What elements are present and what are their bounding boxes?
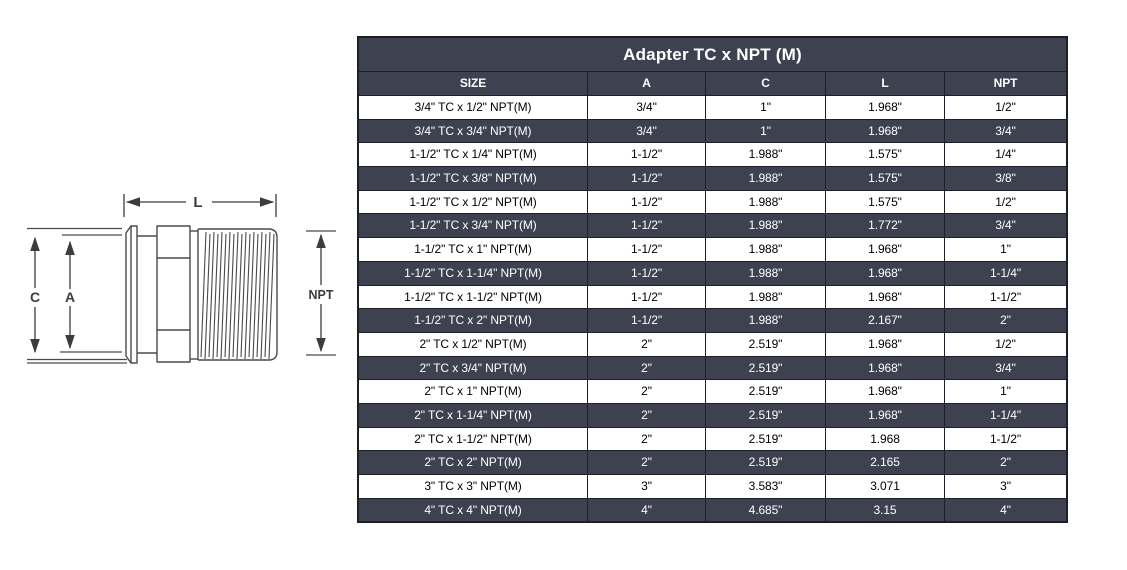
table-cell: 1-1/2" [588, 262, 706, 285]
table-cell: 1-1/2" TC x 2" NPT(M) [359, 309, 588, 332]
table-cell: 1-1/2" TC x 1/4" NPT(M) [359, 143, 588, 166]
table-cell: 1.772" [826, 214, 945, 237]
table-cell: 1.968" [826, 404, 945, 427]
table-row [359, 286, 1066, 310]
table-cell: 2" [1000, 313, 1011, 328]
table-cell: 1.988" [706, 191, 826, 214]
dimension-label-c: C [29, 289, 41, 305]
table-cell: 1" [706, 120, 826, 143]
table-row [359, 451, 1066, 475]
table-cell: 3" [1000, 479, 1011, 493]
table-cell: 2" TC x 1-1/2" NPT(M) [359, 428, 588, 451]
table-cell: 1.988" [706, 286, 826, 309]
table-cell: 3" TC x 3" NPT(M) [359, 475, 588, 498]
table-cell: 2" [588, 357, 706, 380]
table-cell: 2" [588, 333, 706, 356]
table-cell: 1/4" [995, 147, 1016, 162]
table-cell: 2.519" [706, 404, 826, 427]
table-cell: 1-1/2" TC x 3/4" NPT(M) [359, 214, 588, 237]
table-cell: 1-1/2" [588, 214, 706, 237]
table-cell: 2" [588, 380, 706, 403]
column-header-l: L [826, 72, 945, 95]
table-cell: 2" TC x 1" NPT(M) [359, 380, 588, 403]
table-cell: 1/2" [995, 336, 1016, 351]
table-row [359, 475, 1066, 499]
table-cell: 1.988" [706, 167, 826, 190]
table-cell: 1.968" [826, 380, 945, 403]
table-cell: 1.988" [706, 143, 826, 166]
table-cell: 2" TC x 1/2" NPT(M) [359, 333, 588, 356]
table-cell: 1" [706, 96, 826, 119]
table-row [359, 191, 1066, 215]
table-cell: 1-1/2" [588, 309, 706, 332]
table-cell: 1/2" [995, 100, 1016, 114]
table-row [359, 96, 1066, 120]
table-cell: 3/4" [995, 360, 1016, 375]
table-cell: 1.968" [826, 286, 945, 309]
table-cell: 2.519" [706, 357, 826, 380]
table-cell: 2.519" [706, 380, 826, 403]
table-cell: 3.15 [826, 499, 945, 522]
table-row [359, 333, 1066, 357]
table-cell: 1.988" [706, 214, 826, 237]
table-cell: 1.968" [826, 120, 945, 143]
table-cell: 1-1/4" [989, 407, 1021, 422]
table-cell: 1.968" [826, 262, 945, 285]
table-cell: 1-1/2" [588, 286, 706, 309]
table-cell: 1.968" [826, 333, 945, 356]
thread-hatching [201, 232, 274, 359]
table-cell: 2.165 [826, 451, 945, 474]
table-cell: 1.968" [826, 357, 945, 380]
table-cell: 1" [1000, 384, 1011, 399]
spec-table [357, 36, 1068, 523]
column-header-npt: NPT [945, 72, 1066, 95]
table-cell: 3.583" [706, 475, 826, 498]
table-cell: 3/8" [995, 171, 1016, 186]
table-cell: 1.968" [826, 238, 945, 261]
table-cell: 2" [588, 404, 706, 427]
table-cell: 2.519" [706, 333, 826, 356]
table-cell: 1-1/2" TC x 1" NPT(M) [359, 238, 588, 261]
table-cell: 2.519" [706, 428, 826, 451]
table-cell: 1-1/2" TC x 3/8" NPT(M) [359, 167, 588, 190]
table-row [359, 499, 1066, 522]
table-row [359, 167, 1066, 191]
table-cell: 3/4" [995, 123, 1016, 138]
table-row [359, 357, 1066, 381]
table-cell: 2" TC x 1-1/4" NPT(M) [359, 404, 588, 427]
table-cell: 1.988" [706, 309, 826, 332]
table-row [359, 428, 1066, 452]
table-cell: 2" [588, 451, 706, 474]
table-cell: 1.575" [826, 191, 945, 214]
table-cell: 1.575" [826, 167, 945, 190]
table-cell: 1-1/4" [989, 265, 1021, 280]
table-cell: 3/4" TC x 1/2" NPT(M) [359, 96, 588, 119]
table-cell: 1.575" [826, 143, 945, 166]
table-body [359, 96, 1066, 521]
table-row [359, 214, 1066, 238]
table-cell: 1.968" [826, 96, 945, 119]
table-cell: 2" TC x 3/4" NPT(M) [359, 357, 588, 380]
table-cell: 1-1/2" [989, 431, 1021, 446]
table-row [359, 120, 1066, 144]
table-cell: 1.968 [826, 428, 945, 451]
table-cell: 1-1/2" [588, 167, 706, 190]
table-title: Adapter TC x NPT (M) [359, 38, 1066, 72]
table-cell: 1.988" [706, 238, 826, 261]
table-cell: 2" [1000, 455, 1011, 470]
table-cell: 3" [588, 475, 706, 498]
table-cell: 3/4" TC x 3/4" NPT(M) [359, 120, 588, 143]
table-row [359, 238, 1066, 262]
table-cell: 2.167" [826, 309, 945, 332]
table-cell: 1-1/2" [989, 289, 1021, 304]
table-cell: 1-1/2" [588, 191, 706, 214]
table-cell: 2.519" [706, 451, 826, 474]
adapter-technical-drawing [0, 150, 360, 420]
table-cell: 2" TC x 2" NPT(M) [359, 451, 588, 474]
table-cell: 2" [588, 428, 706, 451]
table-cell: 3/4" [995, 218, 1016, 233]
column-header-c: C [706, 72, 826, 95]
table-cell: 3/4" [588, 120, 706, 143]
table-cell: 4" [1000, 502, 1011, 517]
table-cell: 1-1/2" [588, 238, 706, 261]
table-cell: 1-1/2" [588, 143, 706, 166]
table-cell: 4" TC x 4" NPT(M) [359, 499, 588, 522]
table-cell: 1" [1000, 242, 1011, 257]
table-cell: 1-1/2" TC x 1-1/4" NPT(M) [359, 262, 588, 285]
table-row [359, 143, 1066, 167]
table-cell: 1-1/2" TC x 1/2" NPT(M) [359, 191, 588, 214]
dimension-label-l: L [193, 194, 203, 211]
table-cell: 1/2" [995, 194, 1016, 209]
dimension-label-npt: NPT [308, 288, 334, 302]
table-cell: 1-1/2" TC x 1-1/2" NPT(M) [359, 286, 588, 309]
table-row [359, 262, 1066, 286]
table-cell: 4" [588, 499, 706, 522]
table-cell: 1.988" [706, 262, 826, 285]
column-header-size: SIZE [359, 72, 588, 95]
table-row [359, 404, 1066, 428]
column-header-a: A [588, 72, 706, 95]
table-cell: 3/4" [588, 96, 706, 119]
dimension-label-a: A [64, 289, 76, 305]
table-cell: 4.685" [706, 499, 826, 522]
table-row [359, 380, 1066, 404]
table-cell: 3.071 [826, 475, 945, 498]
table-row [359, 309, 1066, 333]
table-header-row [359, 72, 1066, 96]
